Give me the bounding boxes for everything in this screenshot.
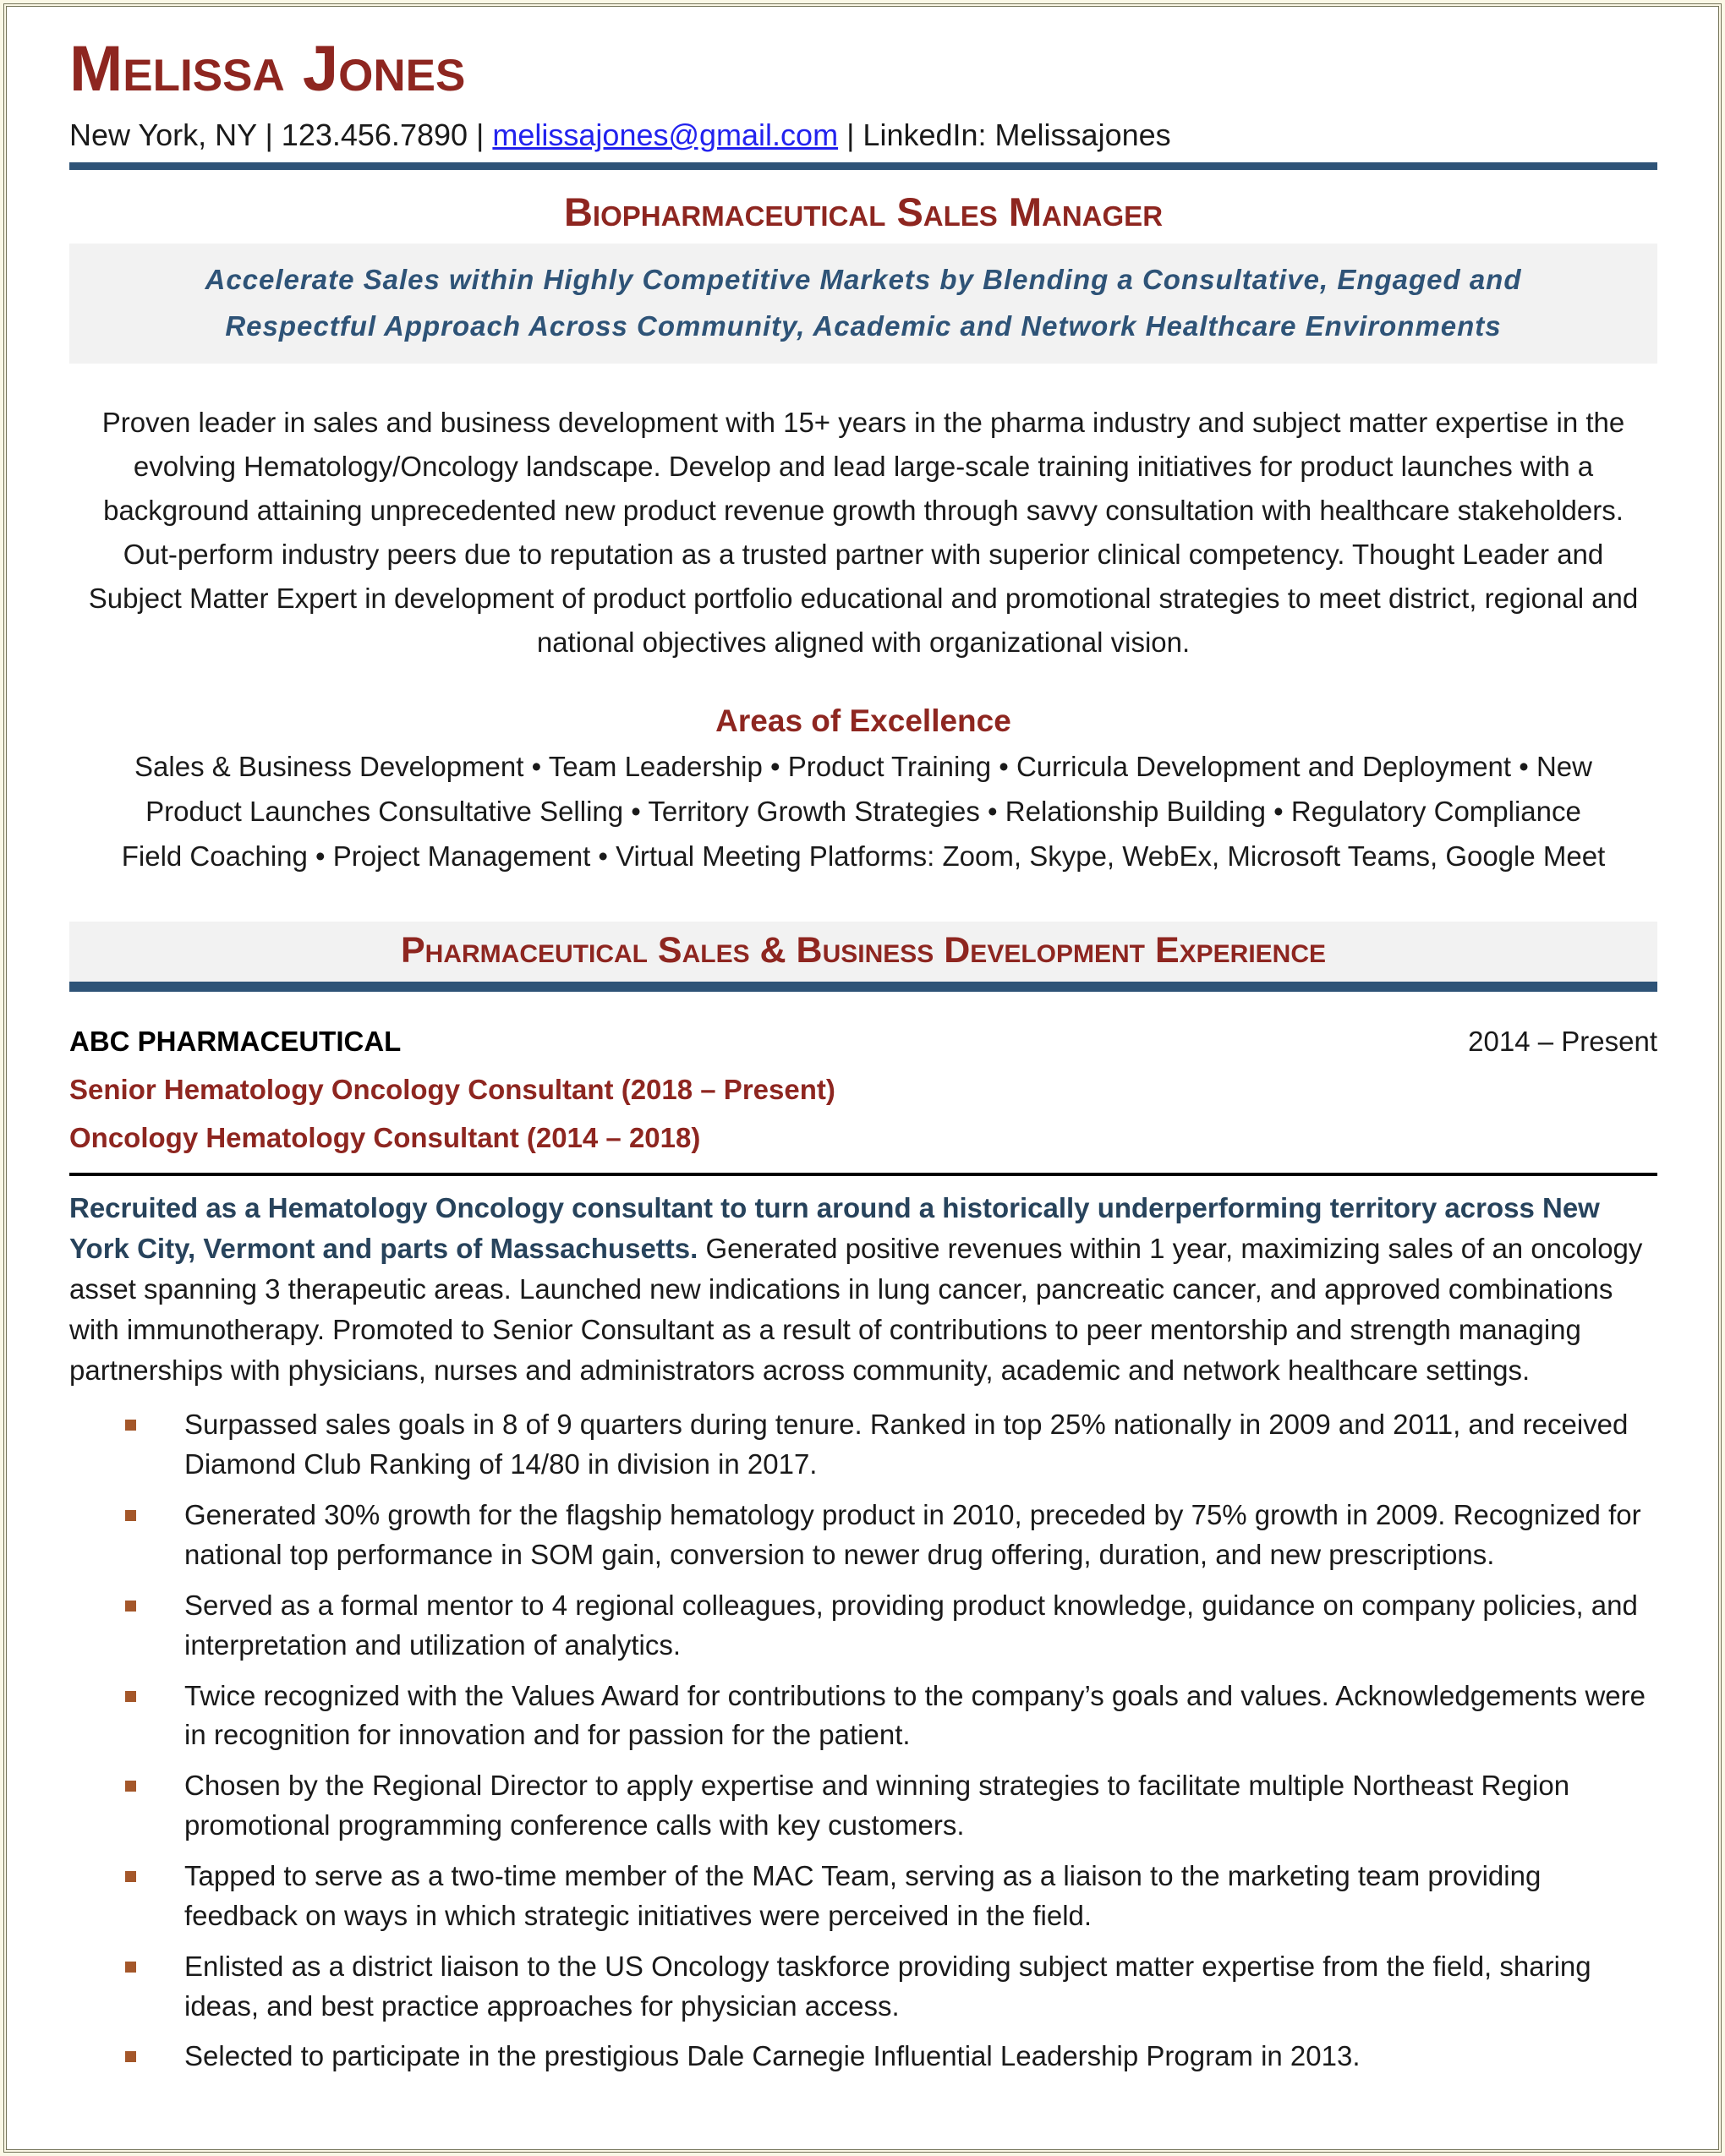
achievement-item: Tapped to serve as a two-time member of the MAC Team, serving as a liaison to the marketing team providing feedback on ways in which strategic initiatives were perceived in the field. [69, 1857, 1657, 1936]
job-summary-rest: Generated positive revenues within 1 year, maximizing sales of an oncology asset spanning 3 therapeutic areas. Launched new indications in lung cancer, pancreatic cancer, and approved combinations with immunotherapy. Promoted to Senior Consultant as a result of contributions to peer mentorship and strength managing partnerships with physicians, nurses and administrators across community, academic and network healthcare settings. [69, 1233, 1643, 1386]
experience-heading: Pharmaceutical Sales & Business Development Experience [400, 929, 1327, 971]
company-name: ABC PHARMACEUTICAL [69, 1025, 402, 1057]
areas-of-excellence-list [69, 745, 1657, 878]
company-row [69, 1022, 1657, 1061]
contact-location-phone: New York, NY | 123.456.7890 | [69, 118, 493, 153]
job-title-previous: Oncology Hematology Consultant (2014 – 2018) [69, 1122, 701, 1153]
job-summary-paragraph [69, 1188, 1657, 1390]
experience-heading-band [69, 922, 1657, 982]
resume-header [69, 33, 1657, 170]
contact-linkedin: | LinkedIn: Melissajones [838, 118, 1171, 153]
tagline-line-1: Accelerate Sales within Highly Competitive Markets by Blending a Consultative, Engaged and [205, 263, 1522, 295]
achievement-item: Enlisted as a district liaison to the US Oncology taskforce providing subject matter expertise from the field, sharing ideas, and best practice approaches for physician access. [69, 1947, 1657, 2027]
areas-line-3: Field Coaching • Project Management • Virtual Meeting Platforms: Zoom, Skype, WebEx, Microsoft Teams, Google Meet [121, 840, 1606, 872]
achievement-list [69, 1405, 1657, 2077]
summary-paragraph: Proven leader in sales and business development with 15+ years in the pharma industry and subject matter expertise in the evolving Hematology/Oncology landscape. Develop and lead large-scale training initiatives for product launches with a background attaining unprecedented new product revenue growth through savvy consultation with healthcare stakeholders. Out-perform industry peers due to reputation as a trusted partner with superior clinical competency. Thought Leader and Subject Matter Expert in development of product portfolio educational and promotional strategies to meet district, regional and national objectives aligned with organizational vision. [88, 406, 1639, 659]
areas-line-2: Product Launches Consultative Selling • Territory Growth Strategies • Relationship Building • Regulatory Compliance [145, 796, 1581, 828]
role-title: Biopharmaceutical Sales Manager [563, 189, 1164, 234]
employment-dates: 2014 – Present [1468, 1025, 1657, 1057]
candidate-name: Melissa Jones [69, 33, 466, 105]
achievement-item: Selected to participate in the prestigious Dale Carnegie Influential Leadership Program in 2013. [69, 2037, 1657, 2077]
experience-section [69, 922, 1657, 2077]
email-link[interactable]: melissajones@gmail.com [492, 118, 839, 153]
experience-divider-rule [69, 982, 1657, 992]
areas-line-1: Sales & Business Development • Team Leadership • Product Training • Curricula Development and Deployment • New [134, 751, 1592, 783]
tagline-box [69, 244, 1657, 364]
achievement-item: Surpassed sales goals in 8 of 9 quarters during tenure. Ranked in top 25% nationally in 2009 and 2011, and received Diamond Club Ranking of 14/80 in division in 2017. [69, 1405, 1657, 1485]
header-divider-rule [69, 162, 1657, 170]
achievement-item: Chosen by the Regional Director to apply expertise and winning strategies to facilitate multiple Northeast Region promotional programming conference calls with key customers. [69, 1766, 1657, 1846]
resume-page [6, 6, 1719, 2150]
areas-of-excellence-heading: Areas of Excellence [715, 703, 1011, 738]
job-summary-lead: Recruited as a Hematology Oncology consultant to turn around a historically underperforming territory across New York City, Vermont and parts of Massachusetts. [69, 1192, 1600, 1265]
job-divider-rule [69, 1173, 1657, 1176]
job-title-current: Senior Hematology Oncology Consultant (2018 – Present) [69, 1073, 835, 1105]
achievement-item: Generated 30% growth for the flagship hematology product in 2010, preceded by 75% growth in 2009. Recognized for national top performance in SOM gain, conversion to newer drug offering, duration, and new prescriptions. [69, 1496, 1657, 1575]
achievement-item: Served as a formal mentor to 4 regional colleagues, providing product knowledge, guidance on company policies, and interpretation and utilization of analytics. [69, 1586, 1657, 1666]
achievement-item: Twice recognized with the Values Award for contributions to the company’s goals and values. Acknowledgements were in recognition for innovation and for passion for the patient. [69, 1677, 1657, 1756]
contact-line [69, 114, 1657, 156]
tagline-line-2: Respectful Approach Across Community, Academic and Network Healthcare Environments [225, 309, 1502, 342]
